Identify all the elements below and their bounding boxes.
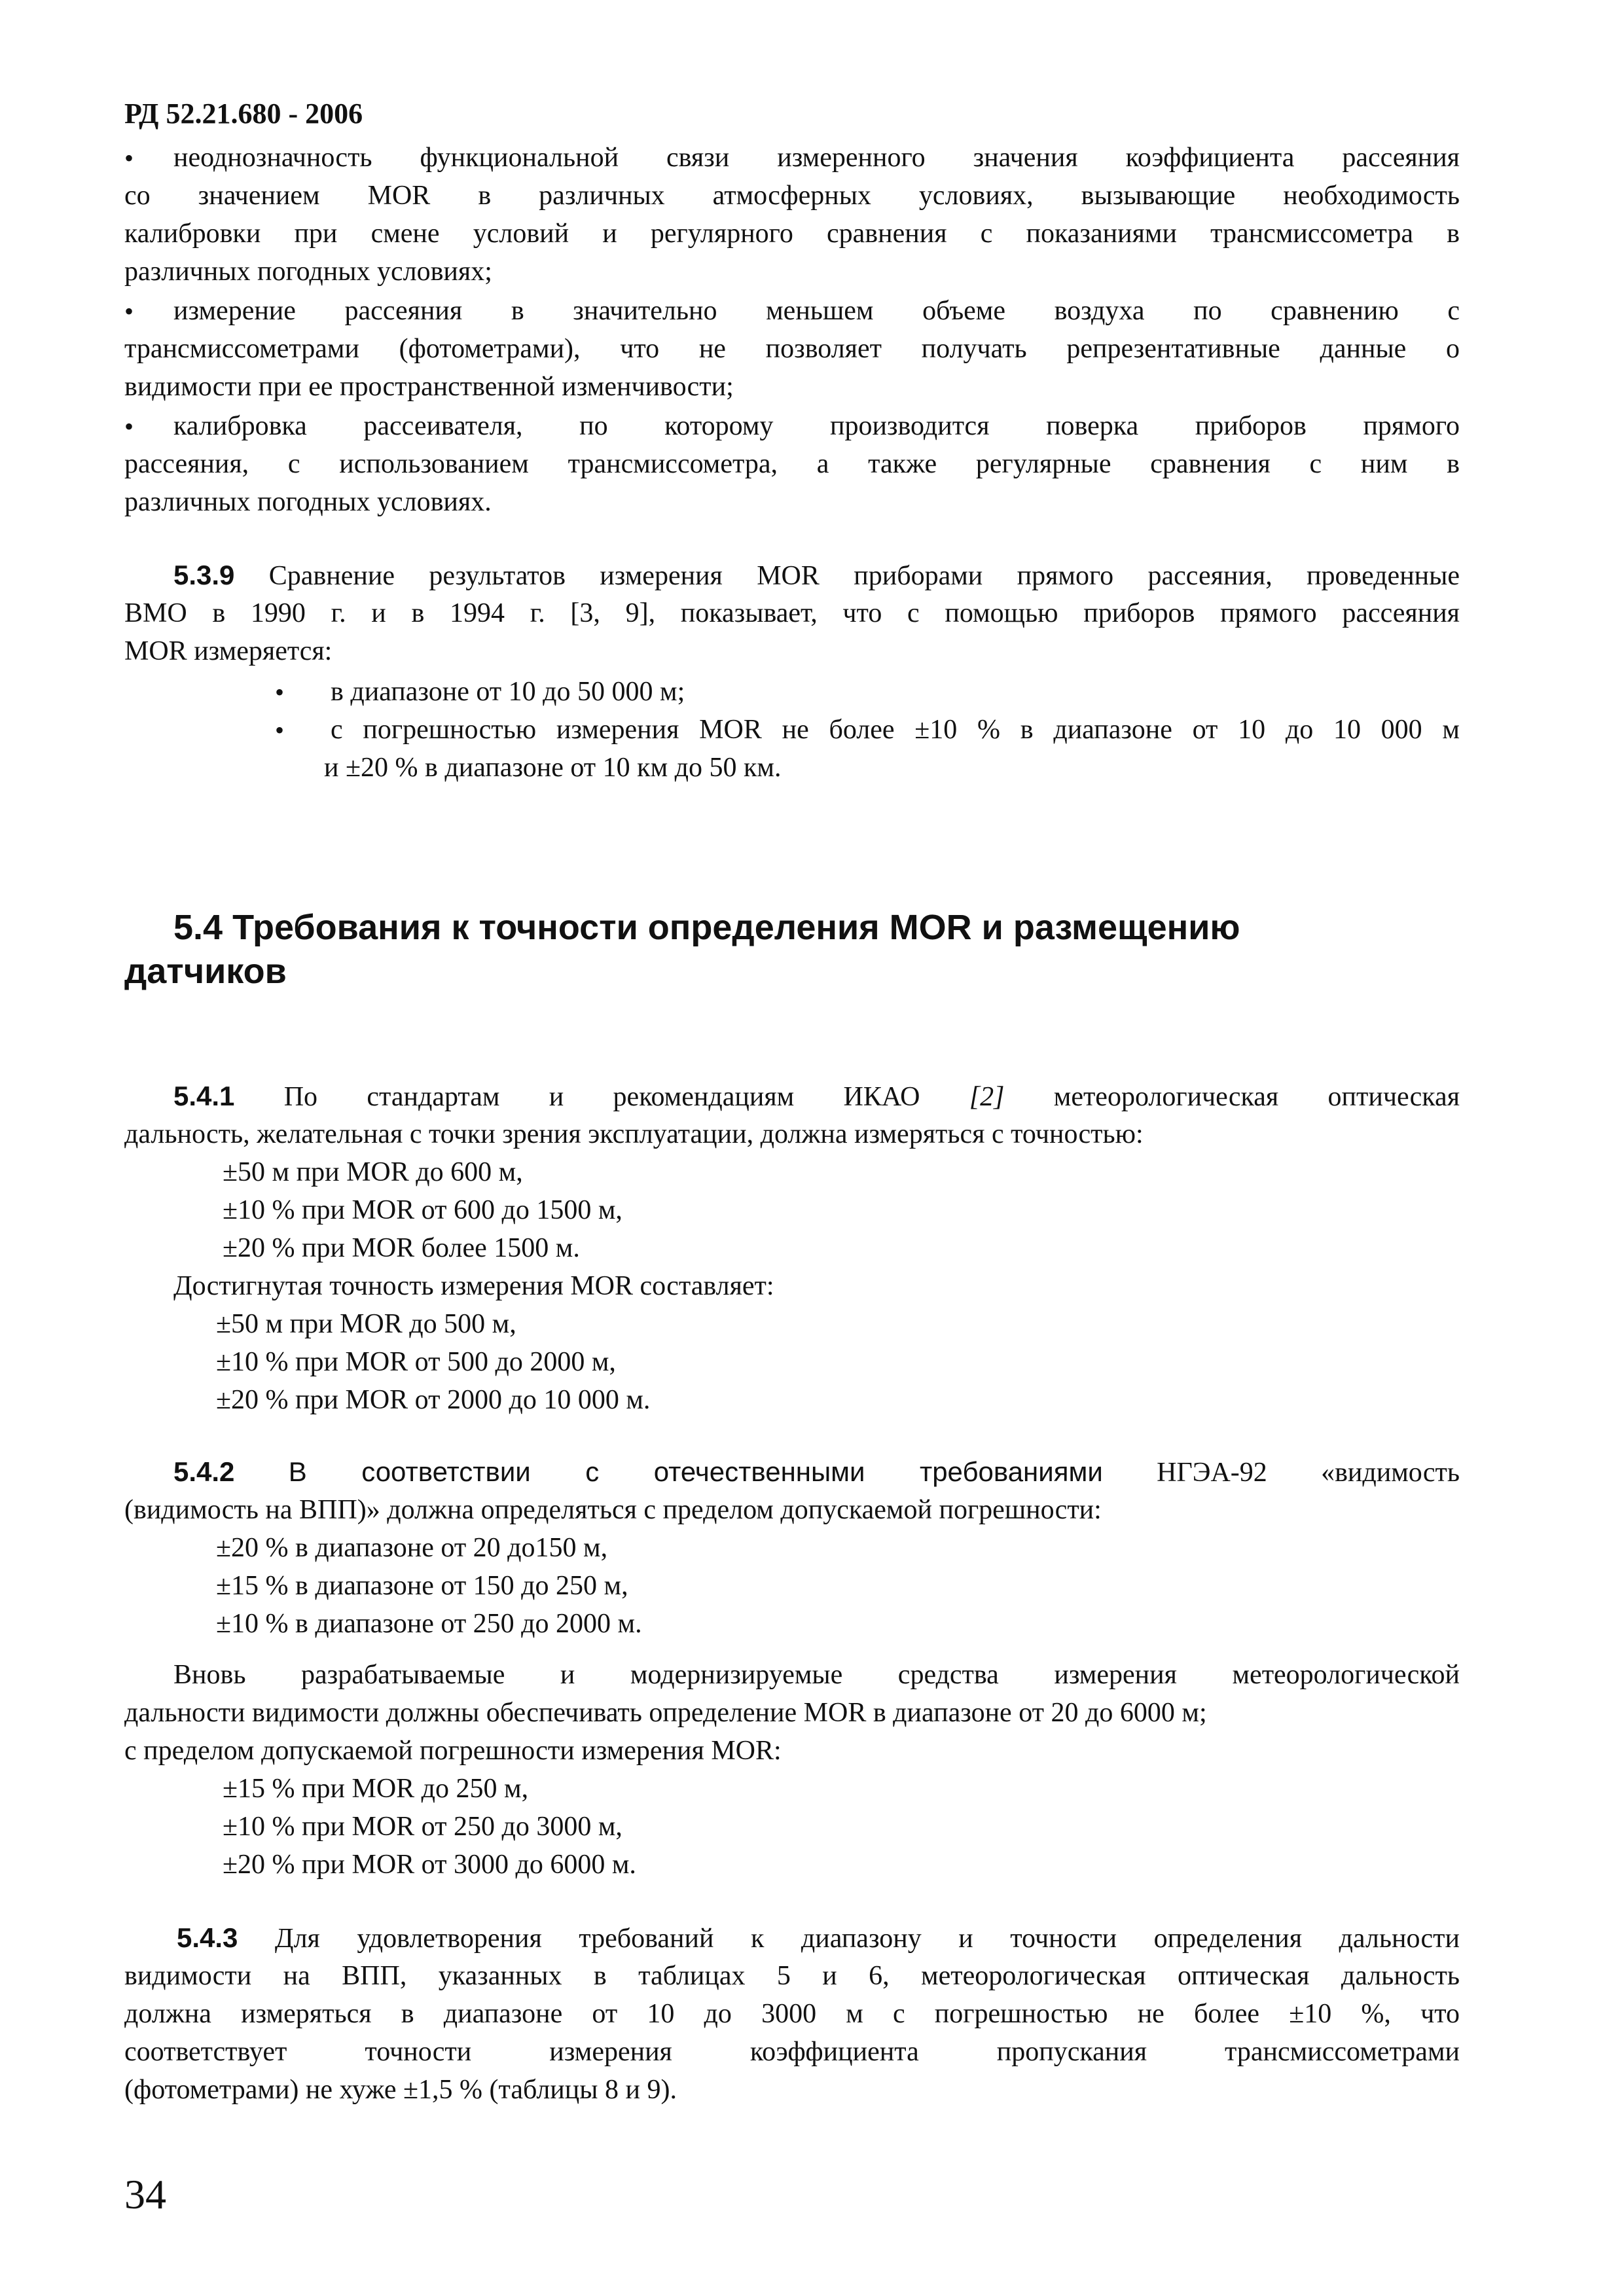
s541-number: 5.4.1 [173, 1081, 235, 1111]
s541-achieved-2: ±10 % при MOR от 500 до 2000 м, [216, 1347, 616, 1377]
s541-line-1-a: По стандартам и рекомендациям ИКАО [283, 1082, 920, 1112]
s542-line-1 [173, 1456, 1460, 1489]
bullet-2-line-1: измерение рассеяния в значительно меньшем объеме воздуха по сравнению с [173, 296, 1460, 326]
bullet-icon: • [124, 296, 134, 326]
bullet-icon: • [275, 677, 285, 707]
s541-line-1 [173, 1080, 1460, 1113]
s542-para-line-3: с пределом допускаемой погрешности измерения MOR: [124, 1736, 782, 1766]
s542-limit-3: ±20 % при MOR от 3000 до 6000 м. [223, 1850, 636, 1880]
s543-number: 5.4.3 [177, 1922, 238, 1953]
s542-limit-2: ±10 % при MOR от 250 до 3000 м, [223, 1812, 623, 1842]
s543-line-1-text: Для удовлетворения требований к диапазону и точности определения дальности [274, 1924, 1460, 1954]
bullet-1-line-3: калибровки при смене условий и регулярного сравнения с показаниями трансмиссометра в [124, 219, 1460, 249]
s542-range-2: ±15 % в диапазоне от 150 до 250 м, [216, 1571, 628, 1601]
s542-range-1: ±20 % в диапазоне от 20 до150 м, [216, 1533, 608, 1563]
s539-line-3: MOR измеряется: [124, 636, 333, 666]
bullet-icon: • [124, 143, 134, 173]
bullet-3-line-1: калибровка рассеивателя, по которому производится поверка приборов прямого [173, 411, 1460, 441]
s543-line-3: должна измеряться в диапазоне от 10 до 3000 м с погрешностью не более ±10 %, что [124, 1999, 1460, 2029]
bullet-1-line-4: различных погодных условиях; [124, 257, 492, 287]
s543-line-4: соответствует точности измерения коэффициента пропускания трансмиссометрами [124, 2037, 1460, 2067]
s539-line-2: ВМО в 1990 г. и в 1994 г. [3, 9], показывает, что с помощью приборов прямого рассеяния [124, 598, 1460, 628]
s541-req-2: ±10 % при MOR от 600 до 1500 м, [223, 1195, 623, 1225]
bullet-3-line-2: рассеяния, с использованием трансмиссометра, а также регулярные сравнения с ним в [124, 449, 1460, 479]
s542-para-line-2: дальности видимости должны обеспечивать определение MOR в диапазоне от 20 до 6000 м; [124, 1698, 1207, 1728]
s542-line-1-serif: НГЭА-92 «видимость [1157, 1458, 1460, 1488]
bullet-icon: • [124, 412, 134, 441]
s539-item-2-line-2: и ±20 % в диапазоне от 10 км до 50 км. [324, 753, 782, 783]
s542-limit-1: ±15 % при MOR до 250 м, [223, 1774, 529, 1804]
bullet-1-line-1: неоднозначность функциональной связи измеренного значения коэффициента рассеяния [173, 143, 1460, 173]
s541-achieved-1: ±50 м при MOR до 500 м, [216, 1309, 516, 1339]
s542-number: 5.4.2 [173, 1456, 235, 1487]
s541-line-1-b: метеорологическая оптическая [1053, 1082, 1460, 1112]
bullet-2-line-2: трансмиссометрами (фотометрами), что не позволяет получать репрезентативные данные о [124, 334, 1460, 364]
s542-para-line-1: Вновь разрабатываемые и модернизируемые средства измерения метеорологической [173, 1660, 1460, 1690]
s542-line-2: (видимость на ВПП)» должна определяться с пределом допускаемой погрешности: [124, 1495, 1102, 1525]
s543-line-5: (фотометрами) не хуже ±1,5 % (таблицы 8 и 9). [124, 2075, 677, 2105]
s54-title-line-1: 5.4 Требования к точности определения MOR и размещению [173, 908, 1240, 947]
s539-line-1-text: Сравнение результатов измерения MOR приборами прямого рассеяния, проведенные [268, 561, 1460, 591]
s543-line-2: видимости на ВПП, указанных в таблицах 5 и 6, метеорологическая оптическая дальность [124, 1961, 1460, 1991]
bullet-1-line-2: со значением MOR в различных атмосферных условиях, вызывающие необходимость [124, 181, 1460, 211]
page-number: 34 [124, 2171, 166, 2217]
s543-line-1 [177, 1922, 1460, 1955]
s541-req-3: ±20 % при MOR более 1500 м. [223, 1233, 580, 1263]
bullet-icon: • [275, 715, 285, 745]
s541-req-1: ±50 м при MOR до 600 м, [223, 1157, 523, 1187]
s542-range-3: ±10 % в диапазоне от 250 до 2000 м. [216, 1609, 642, 1639]
bullet-3-line-3: различных погодных условиях. [124, 487, 492, 517]
document-code-header: РД 52.21.680 - 2006 [124, 98, 363, 130]
s539-item-2-line-1: с погрешностью измерения MOR не более ±10 % в диапазоне от 10 до 10 000 м [331, 715, 1460, 745]
s542-line-1-sans: В соответствии с отечественными требованиями [288, 1456, 1103, 1487]
s54-title-line-2: датчиков [124, 952, 287, 991]
s541-achieved-3: ±20 % при MOR от 2000 до 10 000 м. [216, 1385, 651, 1415]
s541-reference: [2] [969, 1082, 1005, 1112]
bullet-2-line-3: видимости при ее пространственной изменчивости; [124, 372, 734, 402]
s539-line-1 [173, 559, 1460, 592]
s541-line-2: дальность, желательная с точки зрения эксплуатации, должна измеряться с точностью: [124, 1119, 1144, 1149]
s539-item-1: в диапазоне от 10 до 50 000 м; [331, 677, 685, 707]
s541-achieved-intro: Достигнутая точность измерения MOR составляет: [173, 1271, 774, 1301]
s539-number: 5.3.9 [173, 560, 235, 590]
